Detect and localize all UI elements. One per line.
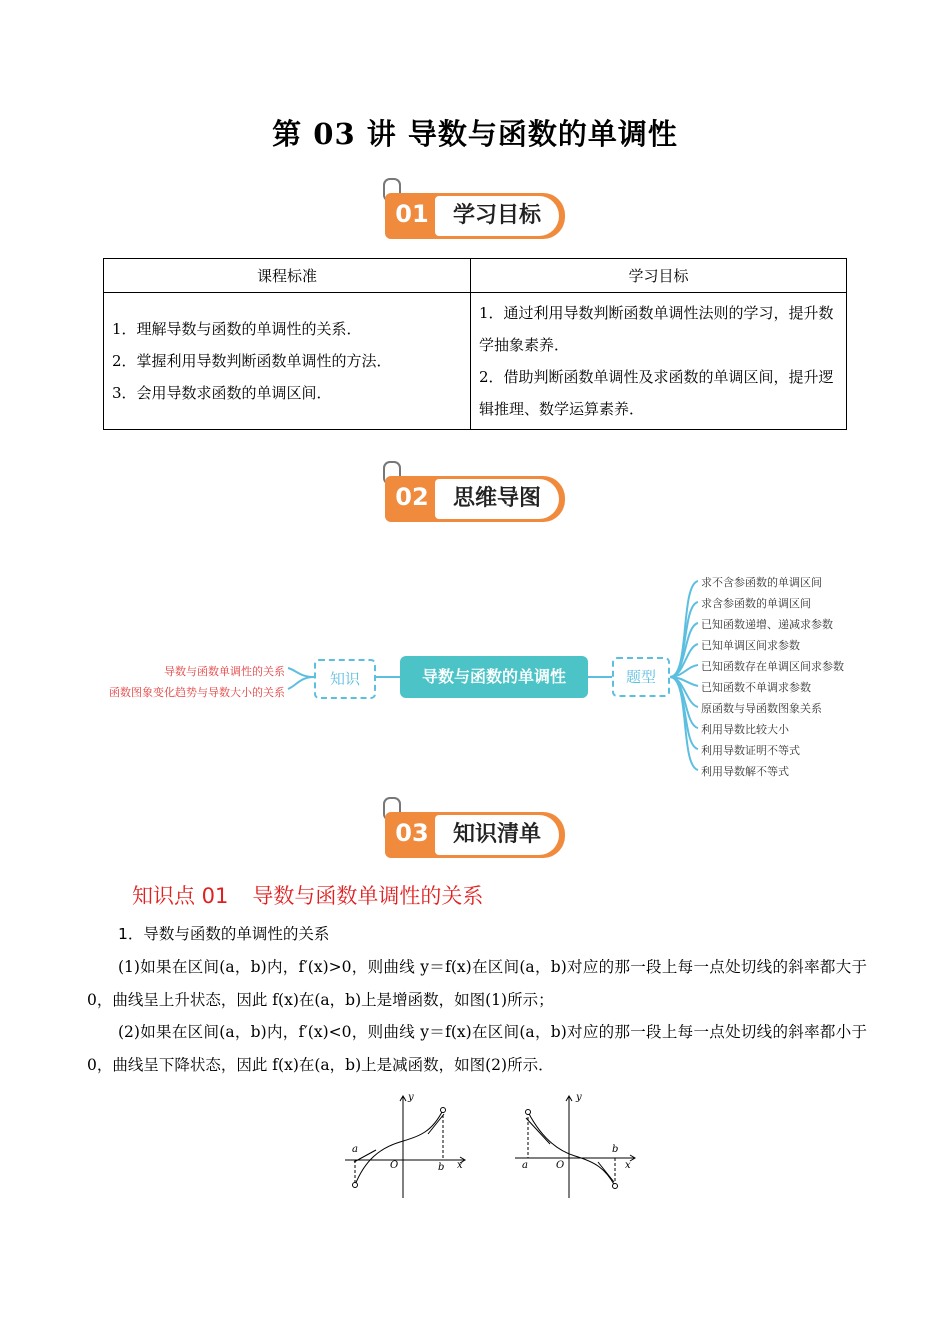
graph-decreasing — [510, 1090, 640, 1202]
knowledge-subtitle: 1．导数与函数的单调性的关系 — [118, 925, 330, 943]
banner-number: 01 — [395, 200, 429, 228]
mindmap-knowledge-box: 知识 — [314, 659, 376, 699]
knowledge-point-label: 知识点 01 — [132, 884, 229, 908]
mindmap-question-item: 利用导数比较大小 — [701, 723, 789, 736]
knowledge-point-title: 导数与函数单调性的关系 — [252, 884, 484, 908]
banner-label: 知识清单 — [435, 815, 559, 855]
a-label: a — [352, 1144, 358, 1155]
knowledge-paragraph-1: (1)如果在区间(a，b)内，f′(x)>0，则曲线 y＝f(x)在区间(a，b)对应的那一段上每一点处切线的斜率都大于 0，曲线呈上升状态，因此 f(x)在(a，b)上是增函数，如图(1)所示； — [87, 958, 867, 1009]
a-label: a — [522, 1160, 528, 1171]
b-label: b — [438, 1162, 445, 1173]
origin-label: O — [390, 1160, 399, 1171]
standard-item: 3．会用导数求函数的单调区间． — [112, 384, 332, 402]
graph-increasing — [340, 1090, 470, 1202]
knowledge-paragraph-2: (2)如果在区间(a，b)内，f′(x)<0，则曲线 y＝f(x)在区间(a，b)对应的那一段上每一点处切线的斜率都小于 0，曲线呈下降状态，因此 f(x)在(a，b)上是减函数，如图(2)所示． — [87, 1023, 867, 1074]
goals-table — [103, 258, 847, 430]
mindmap-question-box: 题型 — [612, 657, 670, 697]
section-banner-mindmap — [383, 461, 569, 525]
mindmap-question-item: 已知函数递增、递减求参数 — [701, 618, 833, 631]
table-header-objective: 学习目标 — [471, 259, 847, 293]
mindmap-question-item: 原函数与导函数图象关系 — [701, 702, 822, 715]
mindmap-center: 导数与函数的单调性 — [400, 656, 588, 698]
mindmap-question-item: 利用导数解不等式 — [701, 765, 789, 778]
y-axis-label: y — [408, 1092, 414, 1103]
mind-map — [0, 560, 950, 790]
mindmap-question-item: 利用导数证明不等式 — [701, 744, 800, 757]
banner-label: 学习目标 — [435, 196, 559, 236]
section-banner-goals — [383, 178, 569, 242]
mindmap-question-item: 求含参函数的单调区间 — [701, 597, 811, 610]
banner-label: 思维导图 — [435, 479, 559, 519]
standards-cell — [104, 293, 471, 430]
x-axis-label: x — [457, 1160, 463, 1171]
banner-number: 03 — [395, 819, 429, 847]
mindmap-question-item: 已知函数不单调求参数 — [701, 681, 811, 694]
standard-item: 2．掌握利用导数判断函数单调性的方法． — [112, 352, 392, 370]
table-header-standard: 课程标准 — [104, 259, 471, 293]
b-label: b — [612, 1144, 619, 1155]
mindmap-question-item: 求不含参函数的单调区间 — [701, 576, 822, 589]
knowledge-point-heading — [132, 880, 507, 910]
origin-label: O — [556, 1160, 565, 1171]
objective-item: 1．通过利用导数判断函数单调性法则的学习，提升数学抽象素养． — [479, 304, 834, 354]
objectives-cell — [471, 293, 847, 430]
page-title: 第 03 讲 导数与函数的单调性 — [272, 117, 678, 151]
mindmap-knowledge-item: 函数图象变化趋势与导数大小的关系 — [109, 686, 285, 699]
section-banner-knowledge — [383, 797, 569, 861]
banner-number: 02 — [395, 483, 429, 511]
standard-item: 1．理解导数与函数的单调性的关系． — [112, 320, 362, 338]
mindmap-question-item: 已知函数存在单调区间求参数 — [701, 660, 844, 673]
y-axis-label: y — [576, 1092, 582, 1103]
x-axis-label: x — [625, 1160, 631, 1171]
objective-item: 2．借助判断函数单调性及求函数的单调区间，提升逻辑推理、数学运算素养． — [479, 368, 834, 418]
mindmap-knowledge-item: 导数与函数单调性的关系 — [164, 665, 285, 678]
mindmap-question-item: 已知单调区间求参数 — [701, 639, 800, 652]
